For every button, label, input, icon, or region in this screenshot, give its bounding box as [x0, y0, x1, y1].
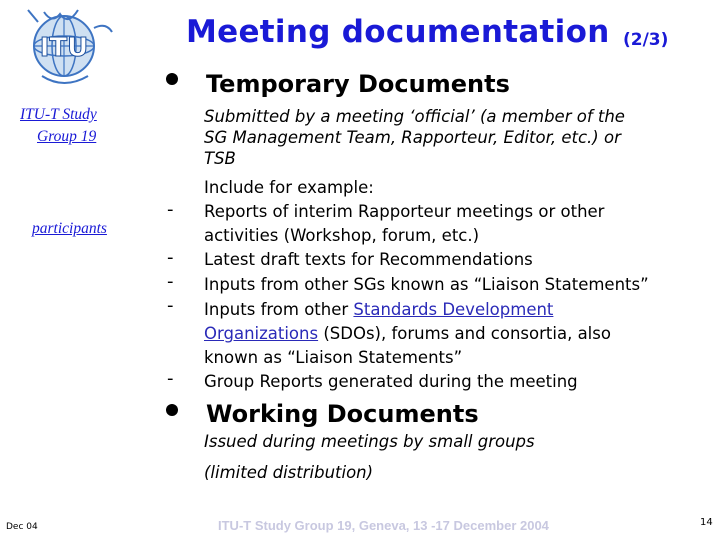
list-item: Inputs from other SGs known as “Liaison Statements” [204, 275, 649, 294]
description-line: Submitted by a meeting ‘official’ (a member of the [204, 107, 625, 126]
link-organizations[interactable]: Organizations [204, 324, 319, 343]
sidebar-link-group-19[interactable]: Group 19 [37, 128, 97, 145]
footer-page-number: 14 [700, 517, 713, 528]
section-heading-temporary-documents: Temporary Documents [206, 70, 510, 98]
section-heading-working-documents: Working Documents [206, 400, 479, 428]
sidebar-link-study-group[interactable]: ITU-T Study [20, 106, 97, 123]
link-standards-development[interactable]: Standards Development [353, 300, 554, 319]
working-documents-description: Issued during meetings by small groups [204, 432, 535, 451]
list-item-text: (SDOs), forums and consortia, also [318, 324, 611, 343]
list-item: Latest draft texts for Recommendations [204, 250, 533, 269]
list-item-line [204, 322, 611, 346]
list-item-text: Inputs from other [204, 300, 354, 319]
working-documents-note: (limited distribution) [204, 463, 374, 482]
dash-bullet-icon: - [167, 368, 174, 389]
page-title: Meeting documentation [186, 14, 610, 50]
itu-logo [8, 4, 118, 92]
temporary-documents-description [204, 106, 694, 169]
bullet-icon [166, 73, 178, 85]
logo-text: ITU [39, 33, 89, 63]
page-counter: (2/3) [623, 30, 669, 50]
list-item [204, 298, 611, 370]
sidebar-link-participants[interactable]: participants [32, 220, 107, 237]
list-item-line: activities (Workshop, forum, etc.) [204, 226, 480, 245]
footer-event: ITU-T Study Group 19, Geneva, 13 -17 December 2004 [218, 518, 549, 533]
list-item [204, 200, 604, 248]
list-item-line [204, 298, 611, 322]
footer-date: Dec 04 [6, 522, 38, 532]
dash-bullet-icon: - [167, 199, 174, 220]
description-line: TSB [204, 149, 236, 168]
dash-bullet-icon: - [167, 247, 174, 268]
bullet-icon [166, 404, 178, 416]
list-item-line: Reports of interim Rapporteur meetings or other [204, 202, 605, 221]
list-item: Group Reports generated during the meeting [204, 372, 578, 391]
include-label: Include for example: [204, 178, 374, 197]
dash-bullet-icon: - [167, 271, 174, 292]
description-line: SG Management Team, Rapporteur, Editor, etc.) or [204, 128, 621, 147]
list-item-line: known as “Liaison Statements” [204, 348, 463, 367]
dash-bullet-icon: - [167, 295, 174, 316]
